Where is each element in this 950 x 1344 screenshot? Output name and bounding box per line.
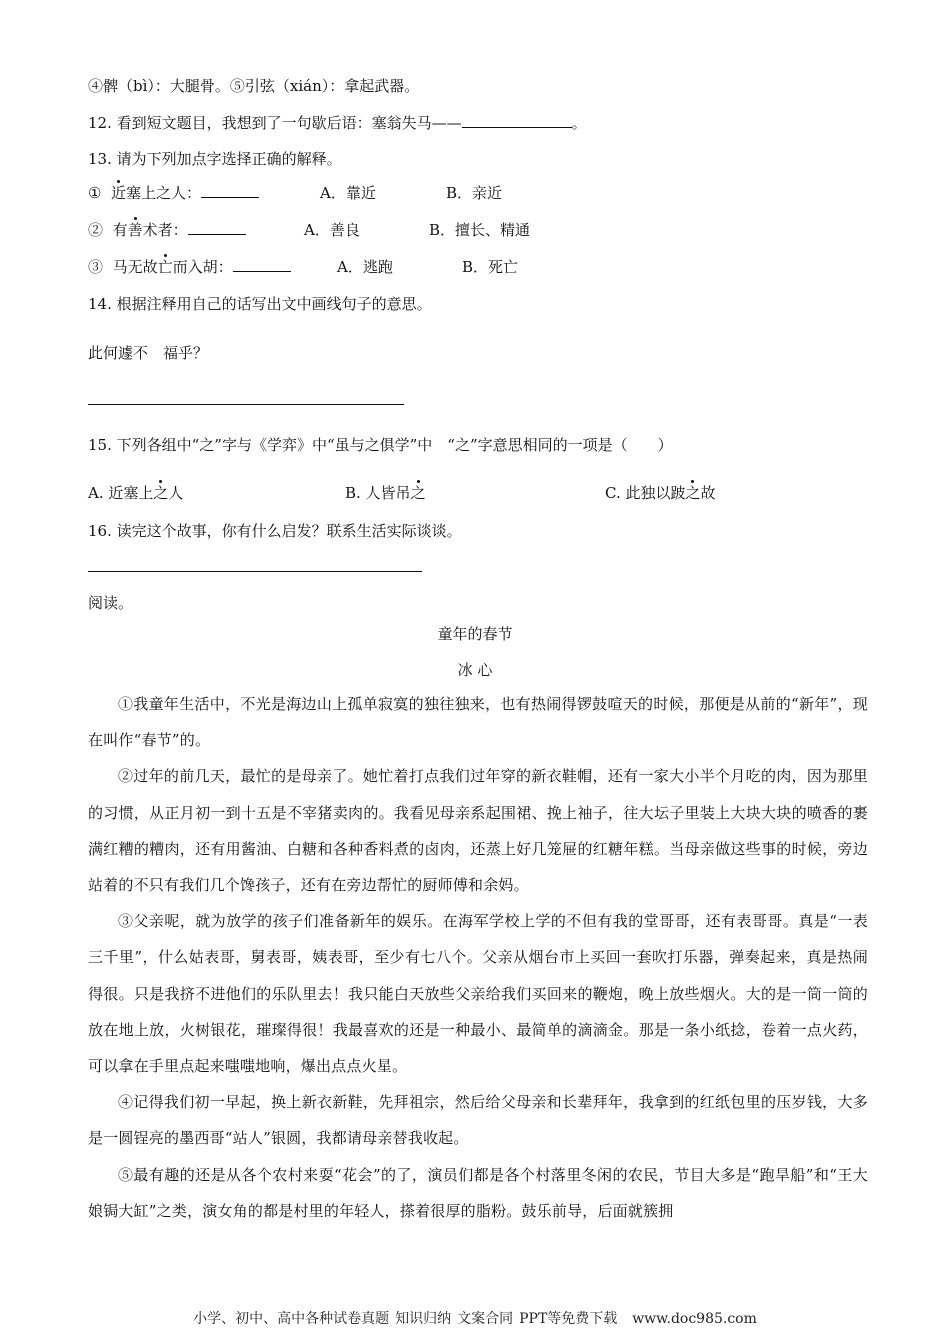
dotted-character: 善	[127, 221, 143, 239]
question-13-item-3	[88, 257, 291, 277]
footer-text: 小学、初中、高中各种试卷真题	[193, 1311, 390, 1327]
option-b: B．擅长、精通	[429, 221, 531, 239]
dotted-character: 之	[685, 484, 701, 502]
question-14-title: 14. 根据注释用自己的话写出文中画线句子的意思。	[88, 295, 432, 313]
answer-blank[interactable]	[462, 113, 572, 128]
question-12-text: 12. 看到短文题目，我想到了一句歇后语：塞翁失马——	[88, 114, 462, 132]
question-13-title: 13. 请为下列加点字选择正确的解释。	[88, 150, 342, 168]
dotted-character: 之	[153, 484, 169, 502]
answer-blank[interactable]	[188, 220, 246, 235]
question-15-title: 15. 下列各组中“之”字与《学弈》中“虽与之俱学”中 “之”字意思相同的一项是（ ）	[88, 436, 673, 454]
paragraph-5: ⑤最有趣的还是从各个农村来耍“花会”的了，演员们都是各个村落里冬闲的农民，节目大多是“跑旱船”和“王大娘锔大缸”之类，演女角的都是村里的年轻人，搽着很厚的脂粉。鼓乐前导，后面就簇拥	[88, 1165, 868, 1220]
option-text-pre: A. 近塞上	[88, 484, 154, 502]
answer-blank[interactable]	[233, 257, 291, 272]
question-15-option-b	[345, 483, 426, 503]
answer-line[interactable]	[88, 571, 422, 572]
item-number: ③	[88, 258, 104, 276]
item-number: ①	[88, 184, 102, 202]
annotation-notes: ④髀（bì）：大腿骨。⑤引弦（xián）：拿起武器。	[88, 77, 420, 95]
dotted-character: 亡	[157, 258, 173, 276]
option-text-post: 人	[168, 484, 184, 502]
article-body	[88, 686, 868, 1229]
footer-text: 文案合同	[457, 1311, 514, 1327]
page-footer	[0, 1308, 950, 1328]
question-12	[88, 113, 587, 133]
paragraph-1: ①我童年生活中，不光是海边山上孤单寂寞的独往独来，也有热闹得锣鼓喧天的时候，那便是从前的“新年”，现在叫作“春节”的。	[88, 695, 868, 750]
dotted-character: 之	[410, 484, 426, 502]
option-b: B．死亡	[462, 258, 519, 276]
question-16-title: 16. 读完这个故事，你有什么启发？联系生活实际谈谈。	[88, 522, 462, 540]
question-13-item-2	[88, 220, 246, 240]
option-a: A．逃跑	[337, 258, 393, 276]
paragraph-3: ③父亲呢，就为放学的孩子们准备新年的娱乐。在海军学校上学的不但有我的堂哥哥，还有表哥哥。真是“一表三千里”，什么姑表哥，舅表哥，姨表哥，至少有七八个。父亲从烟台市上买回一套吹打乐器，弹奏起来，真是热闹得很。只是我挤不进他们的乐队里去！我只能白天放些父亲给我们买回来的鞭炮，晚上放些烟火。大的是一筒一筒的放在地上放，火树银花，璀璨得很！我最喜欢的还是一种最小、最简单的滴滴金。那是一条小纸捻，卷着一点火药，可以拿在手里点起来嗤嗤地响，爆出点点火星。	[88, 912, 868, 1076]
question-13-item-1	[88, 183, 259, 203]
answer-line[interactable]	[88, 404, 404, 405]
option-b: B．亲近	[446, 184, 503, 202]
option-text-post: 故	[700, 484, 716, 502]
option-text-pre: B. 人皆吊	[345, 484, 411, 502]
paragraph-4: ④记得我们初一早起，换上新衣新鞋，先拜祖宗，然后给父母亲和长辈拜年，我拿到的红纸包里的压岁钱，大多是一圆锃亮的墨西哥“站人”银圆，我都请母亲替我收起。	[88, 1093, 868, 1148]
footer-link[interactable]: www.doc985.com	[632, 1311, 757, 1327]
paragraph-2: ②过年的前几天，最忙的是母亲了。她忙着打点我们过年穿的新衣鞋帽，还有一家大小半个月吃的肉，因为那里的习惯，从正月初一到十五是不宰猪卖肉的。我看见母亲系起围裙、挽上袖子，往大坛子里装上大块大块的喷香的裹满红糟的糟肉，还有用酱油、白糖和各种香料煮的卤肉，还蒸上好几笼屉的红糖年糕。当母亲做这些事的时候，旁边站着的不只有我们几个馋孩子，还有在旁边帮忙的厨师傅和余妈。	[88, 767, 868, 895]
question-12-end: 。	[571, 114, 587, 132]
item-text-post: 塞上之人：	[126, 184, 202, 202]
article-title: 童年的春节	[437, 625, 513, 643]
option-text-pre: C. 此独以跛	[605, 484, 686, 502]
reading-label: 阅读。	[88, 594, 134, 612]
option-a: A．善良	[304, 221, 360, 239]
answer-blank[interactable]	[201, 183, 259, 198]
article-author: 冰 心	[457, 661, 493, 679]
item-number: ②	[88, 221, 104, 239]
item-text-pre: 马无故	[112, 258, 158, 276]
item-text-post: 而入胡：	[172, 258, 233, 276]
footer-text: PPT等免费下载	[519, 1311, 618, 1327]
option-a: A．靠近	[320, 184, 376, 202]
question-15-option-c	[605, 483, 716, 503]
footer-text: 知识归纳	[395, 1311, 452, 1327]
question-15-option-a	[88, 483, 183, 503]
question-14-sentence: 此何遽不 福乎？	[88, 344, 209, 362]
item-text-pre: 有	[112, 221, 128, 239]
dotted-character: 近	[111, 184, 127, 202]
item-text-post: 术者：	[142, 221, 188, 239]
